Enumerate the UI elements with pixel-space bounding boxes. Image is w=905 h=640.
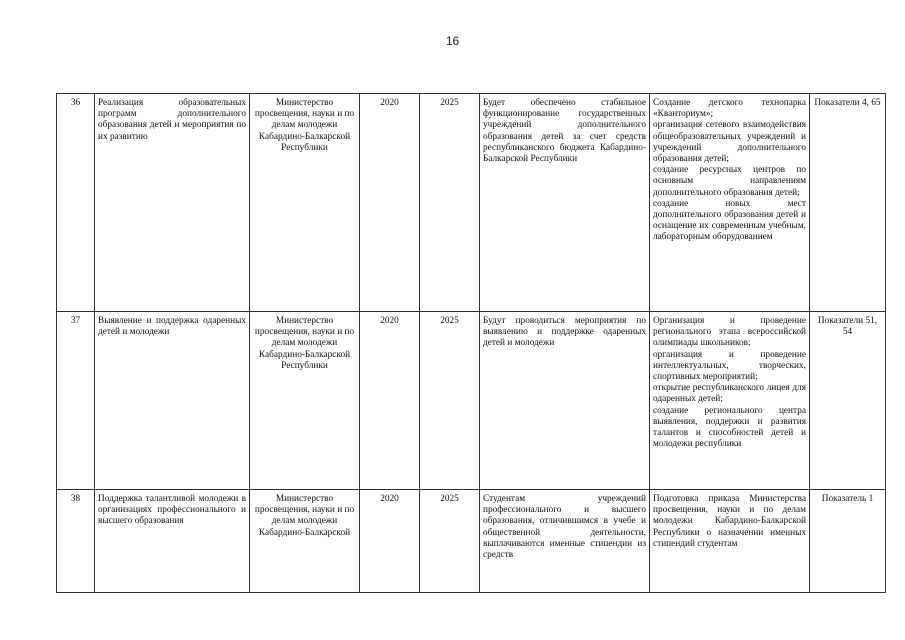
measure-name: Реализация образовательных программ дополнительного образования детей и мероприятия по их развитию: [95, 94, 250, 312]
expected-effect: Студентам учреждений профессионального и высшего образования, отличившимся в учебе и общественной деятельности, выплачиваются именные стипендии из средств: [483, 494, 646, 561]
result-item: создание регионального центра выявления, поддержки и развития талантов и способностей детей и молодежи республики: [653, 405, 806, 450]
result-item: создание новых мест дополнительного образования детей и оснащение их современным учебным, лабораторным оборудованием: [653, 198, 806, 243]
expected-effect: Будут проводиться мероприятия по выявлению и поддержке одаренных детей и молодежи: [480, 312, 650, 490]
measure-results: [650, 312, 810, 490]
measure-name: Выявление и поддержка одаренных детей и молодежи: [95, 312, 250, 490]
result-item: Создание детского технопарка «Кванториум»;: [653, 98, 806, 120]
end-year: 2025: [420, 490, 480, 593]
start-year: 2020: [360, 94, 420, 312]
row-number: 37: [57, 312, 95, 490]
result-item: Организация и проведение регионального этапа всероссийской олимпиады школьников;: [653, 316, 806, 349]
page-cut-edge: [0, 626, 905, 640]
end-year: 2025: [420, 312, 480, 490]
responsible-executor: Министерство просвещения, науки и по делам молодежи Кабардино-Балкарской: [254, 494, 355, 538]
program-measures-table: [56, 93, 886, 593]
end-year: 2025: [420, 94, 480, 312]
result-item: организация и проведение интеллектуальных, творческих, спортивных мероприятий;: [653, 349, 806, 383]
table-row: [57, 94, 886, 312]
related-indicators: Показатель 1: [810, 490, 886, 593]
related-indicators: Показатели 4, 65: [810, 94, 886, 312]
start-year: 2020: [360, 312, 420, 490]
expected-effect: Будет обеспечено стабильное функционирование государственных учреждений дополнительного образования детей за счет средств республиканского бюджета Кабардино-Балкарской Республики: [480, 94, 650, 312]
responsible-executor: Министерство просвещения, науки и по делам молодежи Кабардино-Балкарской Республики: [250, 312, 360, 490]
table-row: [57, 312, 886, 490]
row-number: 36: [57, 94, 95, 312]
measure-results: [650, 94, 810, 312]
result-item: открытие республиканского лицея для одаренных детей;: [653, 383, 806, 405]
result-item: организация сетевого взаимодействия общеобразовательных учреждений и учреждений дополнительного образования детей;: [653, 120, 806, 165]
related-indicators: Показатели 51, 54: [810, 312, 886, 490]
measure-results: [653, 494, 806, 580]
table-row: [57, 490, 886, 593]
page-number: 16: [445, 34, 460, 48]
measure-name: Поддержка талантливой молодежи в организациях профессионального и высшего образования: [95, 490, 250, 593]
responsible-executor: Министерство просвещения, науки и по делам молодежи Кабардино-Балкарской Республики: [250, 94, 360, 312]
row-number: 38: [57, 490, 95, 593]
result-item: создание ресурсных центров по основным направлениям дополнительного образования детей;: [653, 165, 806, 198]
start-year: 2020: [360, 490, 420, 593]
result-item: Подготовка приказа Министерства просвещения, науки и по делам молодежи Кабардино-Балкарской Республики о назначении именных стипендий студентам: [653, 494, 806, 549]
